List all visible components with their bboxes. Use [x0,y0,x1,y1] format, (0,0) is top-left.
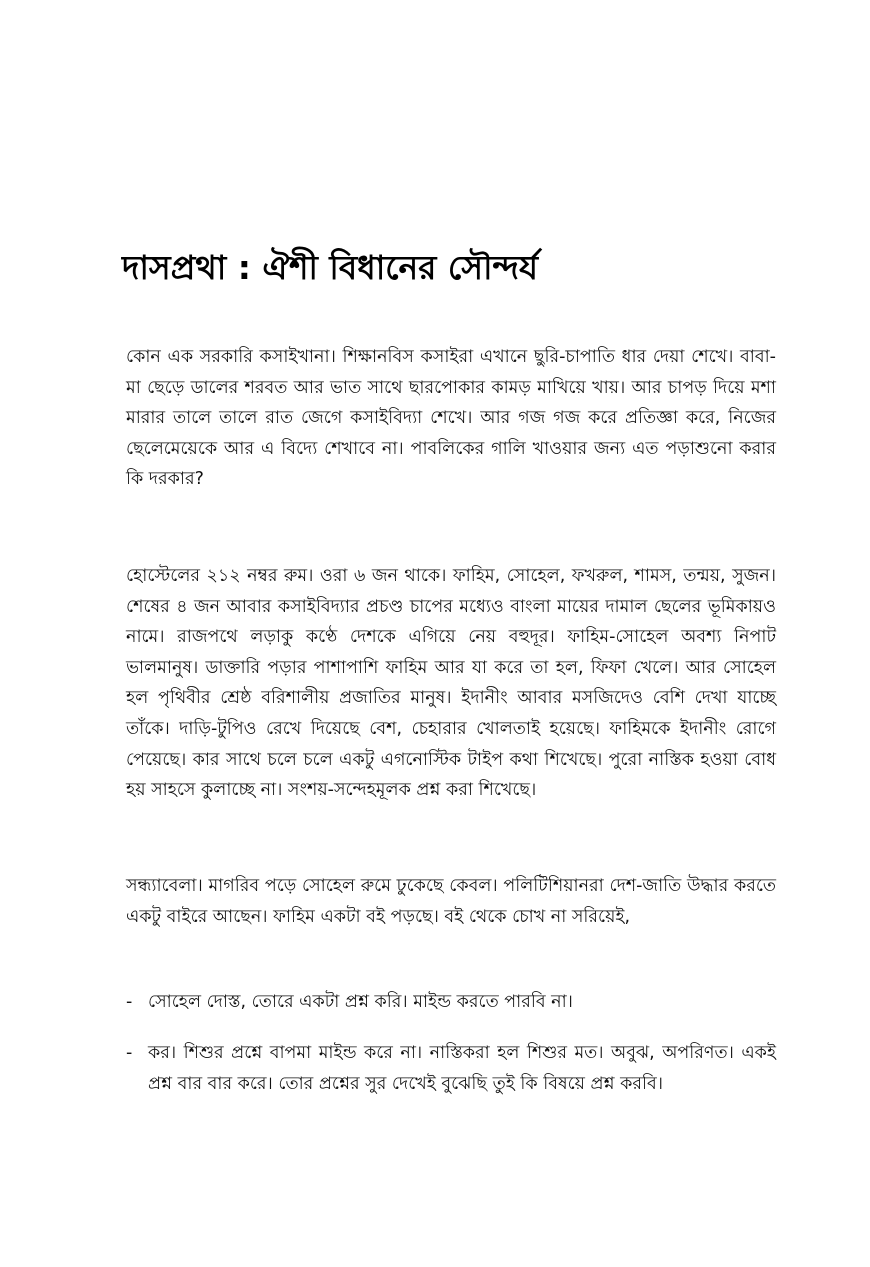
paragraph-evening: সন্ধ্যাবেলা। মাগরিব পড়ে সোহেল রুমে ঢুকেছে কেবল। পলিটিশিয়ানরা দেশ-জাতি উদ্ধার করতে একটু বাইরে আছেন। ফাহিম একটা বই পড়ছে। বই থেকে চোখ না সরিয়েই, [126,876,776,927]
paragraph-hostel-room: হোস্টেলের ২১২ নম্বর রুম। ওরা ৬ জন থাকে। ফাহিম, সোহেল, ফখরুল, শামস, তন্ময়, সুজন। শেষের ৪ জন আবার কসাইবিদ্যার প্রচণ্ড চাপের মধ্যেও বাংলা মায়ের দামাল ছেলের ভূমিকায়ও নামে। রাজপথে লড়াকু কণ্ঠে দেশকে এগিয়ে নেয় বহুদূর। ফাহিম-সোহেল অবশ্য নিপাট ভালমানুষ। ডাক্তারি পড়ার পাশাপাশি ফাহিম আর যা করে তা হল, ফিফা খেলে। আর সোহেল হল পৃথিবীর শ্রেষ্ঠ বরিশালীয় প্রজাতির মানুষ। ইদানীং আবার মসজিদেও বেশি দেখা যাচ্ছে তাঁকে। দাড়ি-টুপিও রেখে দিয়েছে বেশ, চেহারার খোলতাই হয়েছে। ফাহিমকে ইদানীং রোগে পেয়েছে। কার সাথে চলে চলে একটু এগনোস্টিক টাইপ কথা শিখেছে। পুরো নাস্তিক হওয়া বোধ হয় সাহসে কুলাচ্ছে না। সংশয়-সন্দেহমূলক প্রশ্ন করা শিখেছে। [126,566,776,801]
dialogue-text: কর। শিশুর প্রশ্নে বাপমা মাইন্ড করে না। নাস্তিকরা হল শিশুর মত। অবুঝ, অপরিণত। একই প্রশ্ন বার বার করে। তোর প্রশ্নের সুর দেখেই বুঝেছি তুই কি বিষয়ে প্রশ্ন করবি। [148,1043,776,1094]
dialogue-dash: - [126,992,133,1012]
dialogue-line-1 [126,987,776,1018]
dialogue-text: সোহেল দোস্ত, তোরে একটা প্রশ্ন করি। মাইন্ড করতে পারবি না। [148,992,573,1012]
dialogue-line-2 [126,1038,776,1099]
dialogue-item [126,1038,776,1099]
dialogue-dash: - [126,1043,133,1063]
chapter-title: দাসপ্রথা : ঐশী বিধানের সৌন্দর্য [122,248,539,287]
dialogue-item [126,987,776,1018]
paragraph-slaughterhouse: কোন এক সরকারি কসাইখানা। শিক্ষানবিস কসাইরা এখানে ছুরি-চাপাতি ধার দেয়া শেখে। বাবা-মা ছেড়ে ডালের শরবত আর ভাত সাথে ছারপোকার কামড় মাখিয়ে খায়। আর চাপড় দিয়ে মশা মারার তালে তালে রাত জেগে কসাইবিদ্যা শেখে। আর গজ গজ করে প্রতিজ্ঞা করে, নিজের ছেলেমেয়েকে আর এ বিদ্যে শেখাবে না। পাবলিকের গালি খাওয়ার জন্য এত পড়াশুনো করার কি দরকার? [126,347,776,490]
